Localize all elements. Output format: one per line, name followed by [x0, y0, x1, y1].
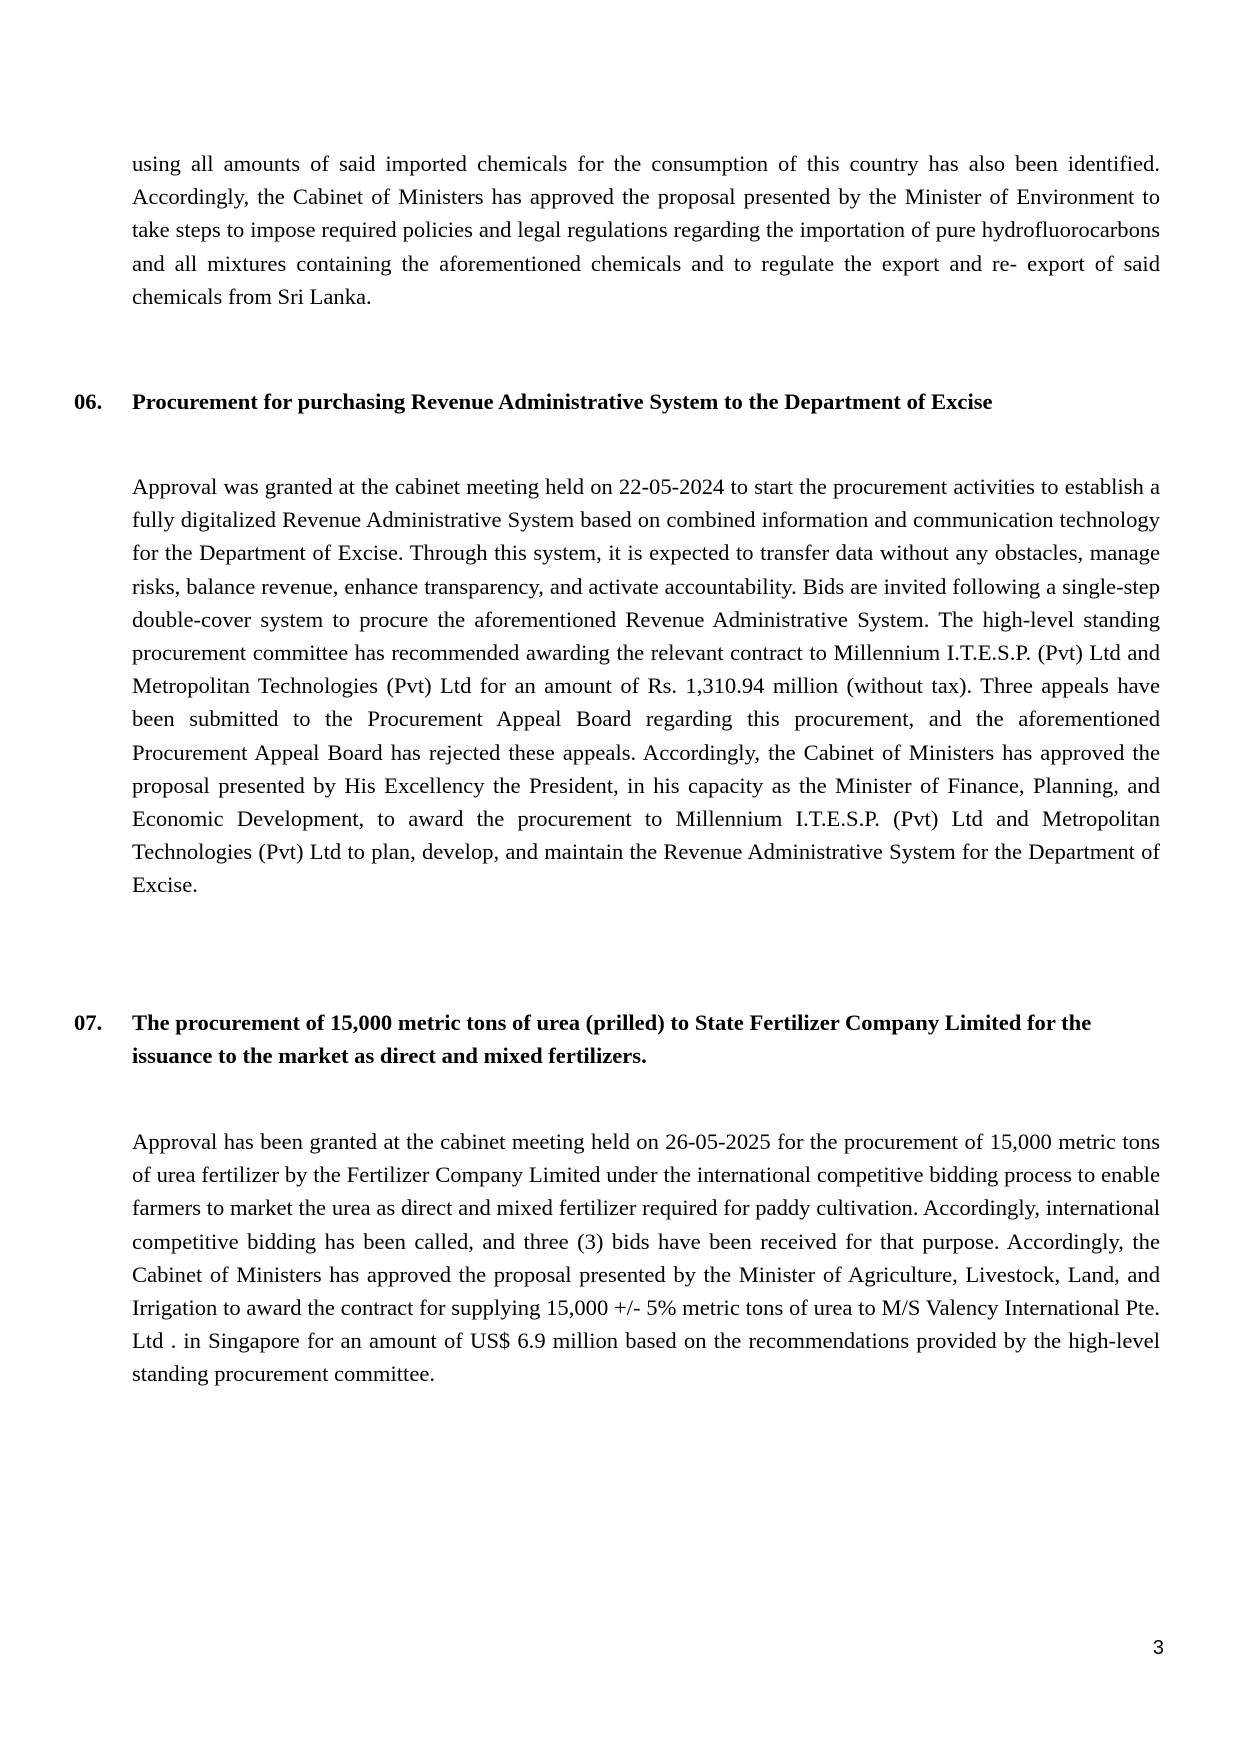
page-number: 3 — [1152, 1637, 1164, 1659]
section-number: 07. — [74, 1010, 103, 1035]
section-title: The procurement of 15,000 metric tons of urea (prilled) to State Fertilizer Company Limited for the issuance to the market as direct and mixed fertilizers. — [132, 1010, 1092, 1069]
section-title: Procurement for purchasing Revenue Administrative System to the Department of Excise — [132, 389, 993, 414]
section-heading-07 — [74, 1006, 1160, 1072]
section-number: 06. — [74, 389, 103, 414]
section-body-06: Approval was granted at the cabinet meeting held on 22-05-2024 to start the procurement activities to establish a fully digitalized Revenue Administrative System based on combined information and communication technology for the Department of Excise. Through this system, it is expected to transfer data without any obstacles, manage risks, balance revenue, enhance transparency, and activate accountability. Bids are invited following a single-step double-cover system to procure the aforementioned Revenue Administrative System. The high-level standing procurement committee has recommended awarding the relevant contract to Millennium I.T.E.S.P. (Pvt) Ltd and Metropolitan Technologies (Pvt) Ltd for an amount of Rs. 1,310.94 million (without tax). Three appeals have been submitted to the Procurement Appeal Board regarding this procurement, and the aforementioned Procurement Appeal Board has rejected these appeals. Accordingly, the Cabinet of Ministers has approved the proposal presented by His Excellency the President, in his capacity as the Minister of Finance, Planning, and Economic Development, to award the procurement to Millennium I.T.E.S.P. (Pvt) Ltd and Metropolitan Technologies (Pvt) Ltd to plan, develop, and maintain the Revenue Administrative System for the Department of Excise. — [132, 474, 1160, 898]
section-heading-06 — [74, 385, 1160, 418]
intro-paragraph: using all amounts of said imported chemicals for the consumption of this country has also been identified. Accordingly, the Cabinet of Ministers has approved the proposal presented by the Minister of Environment to take steps to impose required policies and legal regulations regarding the importation of pure hydrofluorocarbons and all mixtures containing the aforementioned chemicals and to regulate the export and re- export of said chemicals from Sri Lanka. — [132, 151, 1160, 309]
section-body-07: Approval has been granted at the cabinet meeting held on 26-05-2025 for the procurement of 15,000 metric tons of urea fertilizer by the Fertilizer Company Limited under the international competitive bidding process to enable farmers to market the urea as direct and mixed fertilizer required for paddy cultivation. Accordingly, international competitive bidding has been called, and three (3) bids have been received for that purpose. Accordingly, the Cabinet of Ministers has approved the proposal presented by the Minister of Agriculture, Livestock, Land, and Irrigation to award the contract for supplying 15,000 +/- 5% metric tons of urea to M/S Valency International Pte. Ltd . in Singapore for an amount of US$ 6.9 million based on the recommendations provided by the high-level standing procurement committee. — [132, 1129, 1160, 1387]
